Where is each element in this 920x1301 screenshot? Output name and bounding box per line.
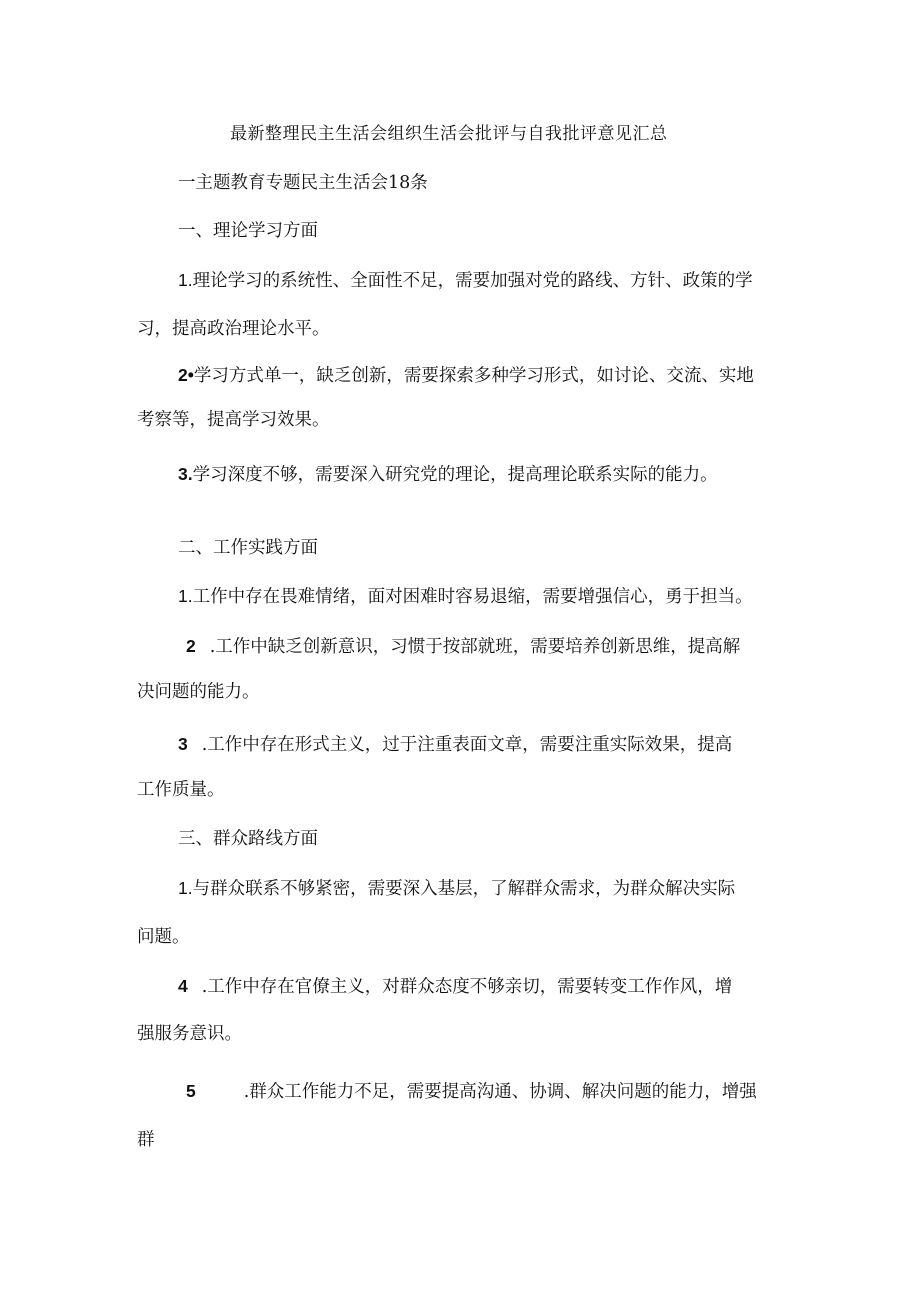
list-item-continuation: 强服务意识。 <box>137 1024 242 1044</box>
list-item-first-line <box>178 363 754 388</box>
item-marker: 1. <box>178 586 193 606</box>
list-item-first-line <box>186 634 740 659</box>
item-marker: 3. <box>178 464 193 484</box>
document-subtitle: 一主题教育专题民主生活会18条 <box>178 173 428 193</box>
item-marker: 3 <box>178 734 188 754</box>
list-item-continuation: 群 <box>137 1130 155 1150</box>
section-heading: 一、理论学习方面 <box>178 221 318 241</box>
item-text: 理论学习的系统性、全面性不足，需要加强对党的路线、方针、政策的学 <box>192 271 753 291</box>
item-text: 学习方式单一，缺乏创新，需要探索多种学习形式，如讨论、交流、实地 <box>193 366 754 386</box>
item-text: .工作中缺乏创新意识，习惯于按部就班，需要培养创新思维，提高解 <box>209 637 741 657</box>
item-text: .工作中存在形式主义，过于注重表面文章，需要注重实际效果，提高 <box>201 735 733 755</box>
item-text: .工作中存在官僚主义，对群众态度不够亲切，需要转变工作作风，增 <box>201 977 733 997</box>
item-marker: 1. <box>178 878 193 898</box>
list-item-first-line <box>178 876 735 901</box>
item-marker: 4 <box>178 976 188 996</box>
item-text: 工作中存在畏难情绪，面对困难时容易退缩，需要增强信心，勇于担当。 <box>192 587 753 607</box>
list-item-continuation: 问题。 <box>137 927 190 947</box>
item-marker: 2 <box>186 636 196 656</box>
list-item-first-line <box>178 732 732 757</box>
document-title: 最新整理民主生活会组织生活会批评与自我批评意见汇总 <box>230 124 668 144</box>
list-item-first-line <box>178 584 753 609</box>
list-item-first-line <box>178 268 753 293</box>
item-text: .群众工作能力不足，需要提高沟通、协调、解决问题的能力，增强 <box>243 1082 757 1102</box>
item-text: 学习深度不够，需要深入研究党的理论，提高理论联系实际的能力。 <box>192 465 718 485</box>
item-marker: 5 <box>186 1081 196 1101</box>
list-item-continuation: 习，提高政治理论水平。 <box>137 319 330 339</box>
list-item-first-line <box>178 462 718 487</box>
list-item-continuation: 考察等，提高学习效果。 <box>137 410 330 430</box>
list-item-first-line <box>178 974 732 999</box>
item-marker: 2• <box>178 365 194 385</box>
list-item-first-line <box>186 1079 757 1104</box>
list-item-continuation: 决问题的能力。 <box>137 682 260 702</box>
item-text: 与群众联系不够紧密，需要深入基层，了解群众需求，为群众解决实际 <box>192 879 736 899</box>
item-marker: 1. <box>178 270 193 290</box>
section-heading: 二、工作实践方面 <box>178 538 318 558</box>
list-item-continuation: 工作质量。 <box>137 780 225 800</box>
section-heading: 三、群众路线方面 <box>178 829 318 849</box>
